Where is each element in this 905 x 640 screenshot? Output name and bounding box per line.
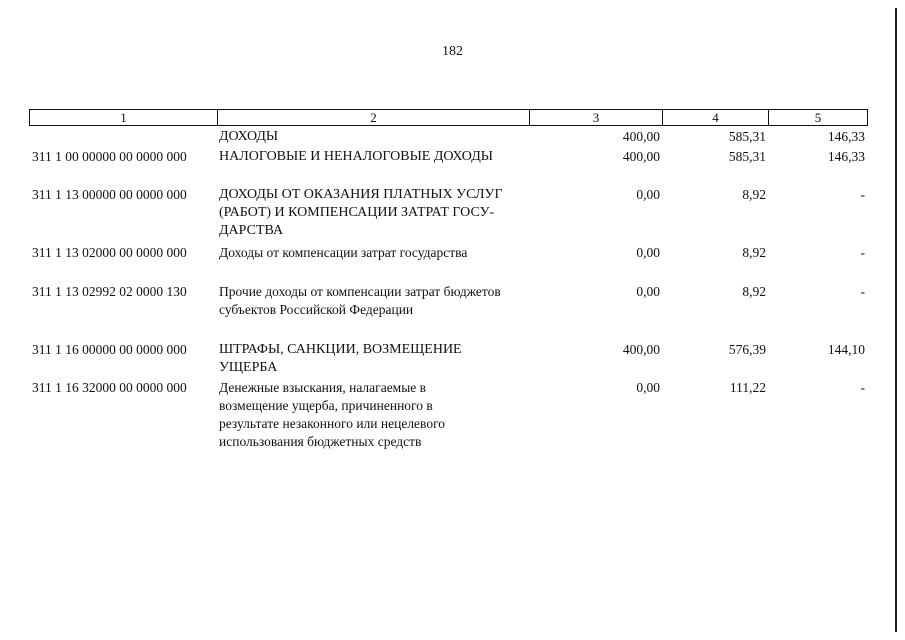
row-value-col4: 585,31 [728,149,766,164]
row-code: 311 1 16 00000 00 0000 000 [32,342,187,357]
row-value-col3: 0,00 [636,245,660,260]
row-name: НАЛОГОВЫЕ И НЕНАЛОГОВЫЕ ДОХОДЫ [219,149,493,164]
row-value-col3: 0,00 [636,187,660,202]
row-value-col3: 0,00 [636,284,660,299]
header-col-1: 1 [30,110,218,125]
row-name: ДОХОДЫ [219,129,279,144]
row-value-col5: - [860,380,865,395]
row-name: Денежные взыскания, налагаемые в возмещение ущерба, причиненного в результате незаконного или нецелевого использования бюджетных средств [219,380,446,449]
row-name: ДОХОДЫ ОТ ОКАЗАНИЯ ПЛАТНЫХ УСЛУГ (РАБОТ) И КОМПЕНСАЦИИ ЗАТРАТ ГОСУ-ДАРСТВА [219,187,503,238]
row-value-col4: 8,92 [742,245,766,260]
row-value-col4: 111,22 [729,380,766,395]
row-value-col3: 400,00 [622,149,660,164]
header-col-5: 5 [814,110,822,125]
row-value-col3: 400,00 [622,129,660,144]
row-value-col4: 576,39 [728,342,766,357]
row-code: 311 1 16 32000 00 0000 000 [32,380,187,395]
row-value-col3: 400,00 [622,342,660,357]
row-name: Прочие доходы от компенсации затрат бюджетов субъектов Российской Федерации [219,284,501,317]
row-value-col3: 0,00 [636,380,660,395]
row-name: Доходы от компенсации затрат государства [219,245,468,260]
row-name: ШТРАФЫ, САНКЦИИ, ВОЗМЕЩЕНИЕ УЩЕРБА [219,342,462,375]
row-value-col4: 585,31 [728,129,766,144]
table-header [29,109,868,126]
row-value-col5: - [860,284,865,299]
row-value-col5: 146,33 [827,149,865,164]
page-edge-line [895,8,897,632]
row-value-col5: 146,33 [827,129,865,144]
row-code: 311 1 00 00000 00 0000 000 [32,149,187,164]
row-value-col4: 8,92 [742,187,766,202]
row-code: 311 1 13 02000 00 0000 000 [32,245,187,260]
row-code: 311 1 13 00000 00 0000 000 [32,187,187,202]
row-value-col4: 8,92 [742,284,766,299]
row-value-col5: - [860,245,865,260]
row-code: 311 1 13 02992 02 0000 130 [32,284,187,299]
header-col-4: 4 [663,110,769,125]
page-number: 182 [442,44,463,59]
header-col-2: 2 [218,110,530,125]
header-col-3: 3 [530,110,663,125]
row-value-col5: - [860,187,865,202]
row-value-col5: 144,10 [827,342,865,357]
